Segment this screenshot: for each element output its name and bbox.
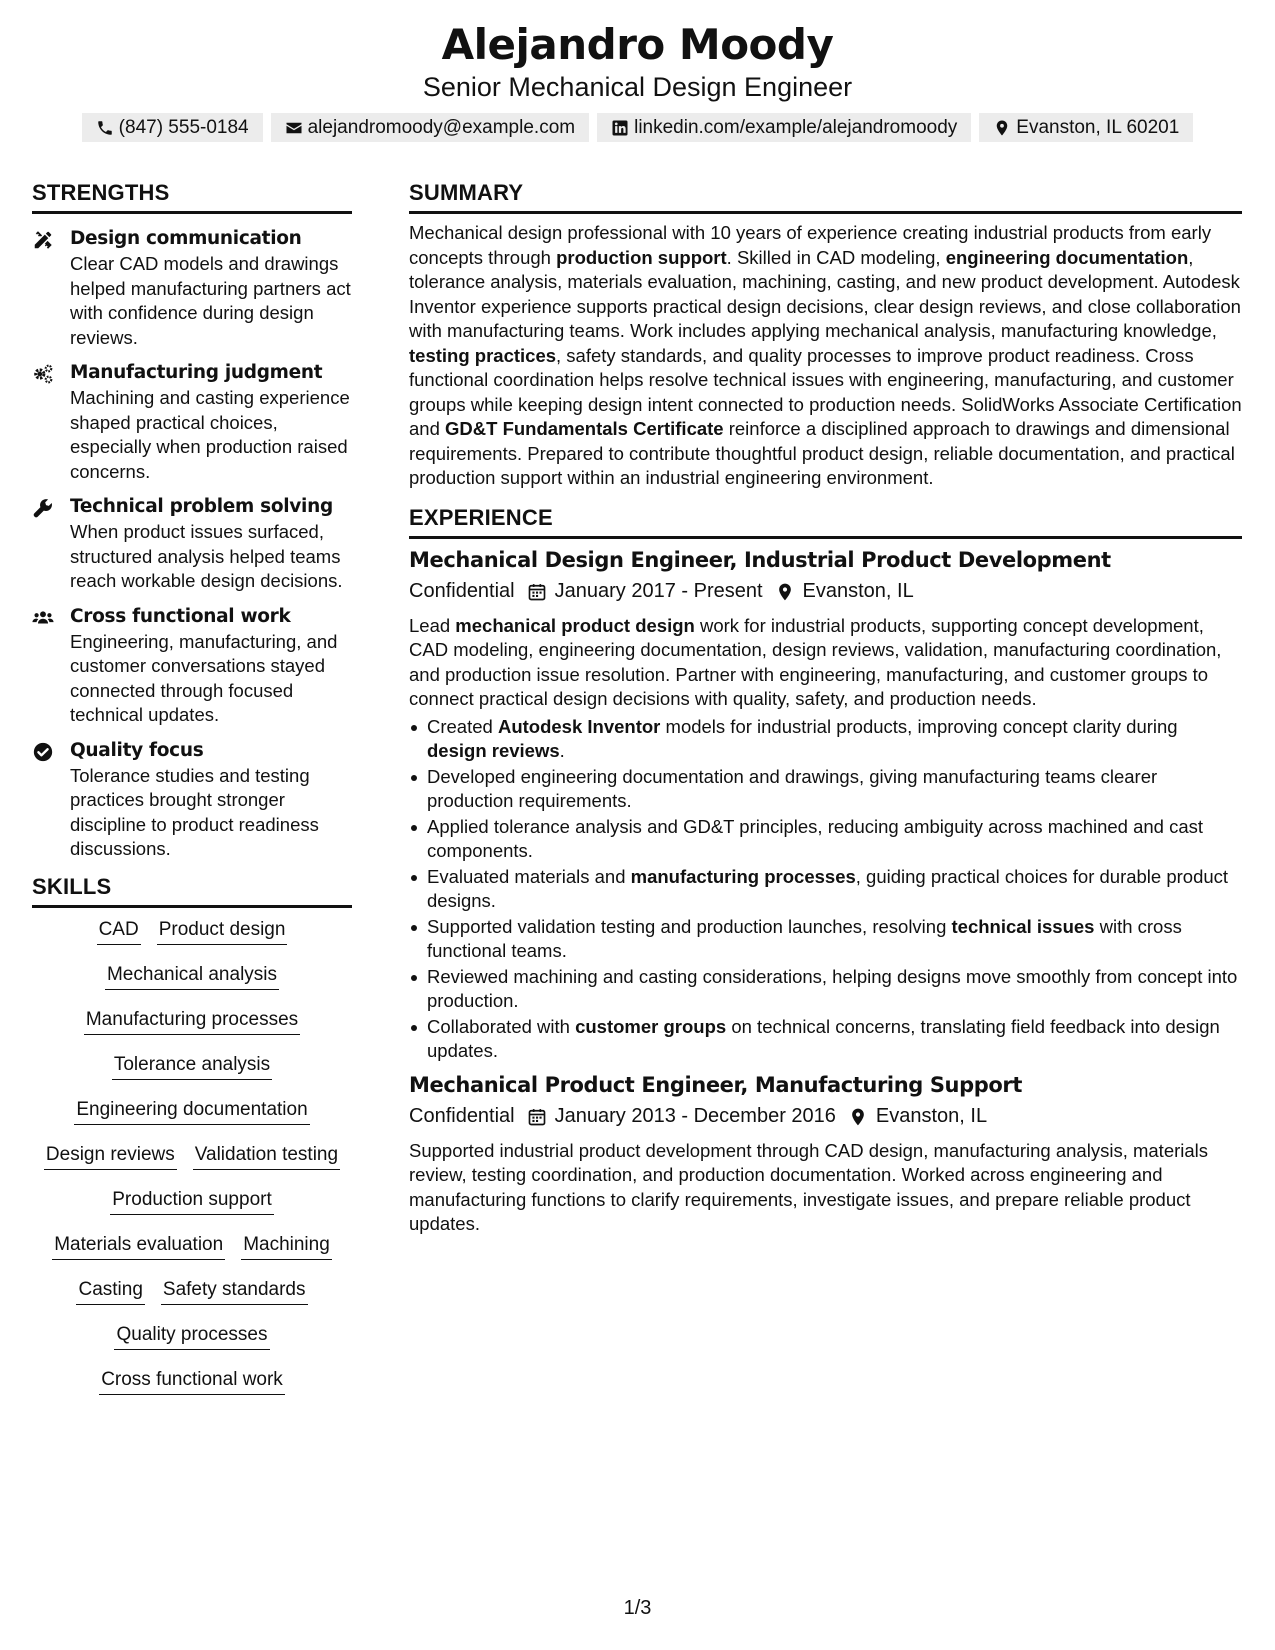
experience-section — [409, 505, 1242, 1237]
contact-bar — [0, 113, 1275, 142]
right-column — [409, 180, 1242, 1237]
skill-tag: Quality processes — [114, 1324, 269, 1350]
text-run: with cross functional teams. — [427, 915, 1182, 961]
text-run: Collaborated with — [427, 1015, 576, 1037]
bold-phrase: testing practices — [409, 344, 557, 366]
strength-desc: Engineering, manufacturing, and customer conversations stayed connected through focused technical updates. — [70, 630, 338, 725]
strength-desc: Machining and casting experience shaped practical choices, especially when production raised concerns. — [70, 387, 350, 482]
summary-heading: SUMMARY — [409, 180, 1242, 214]
bold-phrase: production support — [556, 246, 727, 268]
skill-tag: Machining — [241, 1234, 332, 1260]
job-bullet — [409, 765, 1242, 814]
text-run: Developed engineering documentation and drawings, giving manufacturing teams clearer production requirements. — [427, 765, 1158, 811]
gears-icon — [32, 363, 54, 385]
strength-item — [32, 738, 352, 862]
job-location: Evanston, IL — [802, 580, 914, 602]
map-pin-icon — [993, 119, 1011, 137]
skills-list — [32, 908, 352, 1403]
skill-tag: Safety standards — [161, 1279, 308, 1305]
job-company: Confidential — [409, 580, 515, 602]
linkedin-icon — [611, 119, 629, 137]
strength-desc: Tolerance studies and testing practices brought stronger discipline to product readiness discussions. — [70, 764, 319, 859]
contact-email-text: alejandromoody@example.com — [307, 116, 576, 138]
contact-linkedin[interactable] — [597, 113, 971, 142]
job-bullet — [409, 1015, 1242, 1064]
skill-row — [32, 1223, 352, 1268]
text-run: work for industrial products, supporting concept development, CAD modeling, engineering documentation, design reviews, validation, manufacturing coordination, and production issue resolution. Partner with engineering, manufacturing, and customer groups to connect practical design decisions with quality, safety, and production needs. — [409, 614, 1222, 709]
bold-phrase: mechanical product design — [455, 614, 695, 636]
text-run: models for industrial products, improving concept clarity during — [660, 715, 1178, 737]
job-location: Evanston, IL — [875, 1105, 988, 1127]
job-company: Confidential — [409, 1105, 515, 1127]
wrench-icon — [32, 497, 54, 519]
text-run: Applied tolerance analysis and GD&T principles, reducing ambiguity across machined and cast components. — [427, 815, 1204, 861]
page-number: 1/3 — [623, 1597, 652, 1619]
skills-heading: SKILLS — [32, 874, 352, 908]
strength-item — [32, 604, 352, 728]
bold-phrase: manufacturing processes — [630, 865, 856, 887]
skill-row — [32, 1358, 352, 1403]
strength-item — [32, 494, 352, 594]
skill-row — [32, 998, 352, 1043]
skill-tag: Casting — [76, 1279, 144, 1305]
bold-phrase: GD&T Fundamentals Certificate — [445, 418, 724, 439]
strength-desc: Clear CAD models and drawings helped manufacturing partners act with confidence during design reviews. — [70, 253, 351, 348]
summary-text — [409, 221, 1242, 491]
skill-tag: Manufacturing processes — [84, 1009, 300, 1035]
job-bullet — [409, 715, 1242, 764]
bold-phrase: technical issues — [951, 915, 1095, 937]
map-pin-icon — [848, 1107, 868, 1127]
strength-item — [32, 226, 352, 350]
calendar-icon — [527, 1107, 547, 1127]
experience-heading: EXPERIENCE — [409, 505, 1242, 539]
strength-name: Quality focus — [70, 739, 204, 761]
candidate-title: Senior Mechanical Design Engineer — [422, 72, 853, 102]
contact-phone — [82, 113, 263, 142]
skill-tag: Cross functional work — [99, 1369, 285, 1395]
job-meta — [409, 1102, 1242, 1132]
calendar-icon — [527, 582, 547, 602]
skill-tag: Design reviews — [44, 1144, 177, 1170]
bold-phrase: customer groups — [575, 1015, 727, 1037]
strengths-list — [32, 226, 352, 862]
skills-section — [32, 874, 352, 1403]
map-pin-icon — [775, 582, 795, 602]
bold-phrase: design reviews — [427, 740, 560, 761]
text-run: , tolerance analysis, materials evaluation, machining, casting, and new product development. Autodesk Inventor experience supports practical design decisions, clear design reviews, and close collaboration with manufacturing teams. Work includes applying mechanical analysis, manufacturing knowledge, — [409, 246, 1241, 341]
text-run: Lead — [409, 614, 456, 636]
skill-tag: Product design — [157, 919, 288, 945]
candidate-name: Alejandro Moody — [441, 20, 834, 69]
job-dates: January 2017 - Present — [554, 580, 763, 602]
text-run: . Skilled in CAD modeling, — [726, 246, 946, 268]
skill-tag: Validation testing — [193, 1144, 340, 1170]
skill-row — [32, 1088, 352, 1133]
text-run: Evaluated materials and — [427, 865, 631, 887]
skill-row — [32, 1313, 352, 1358]
text-run: . — [559, 740, 565, 761]
job-bullet — [409, 865, 1242, 914]
strength-name: Design communication — [70, 228, 302, 249]
text-run: reinforce a disciplined approach to drawings and dimensional requirements. Prepared to contribute thoughtful product design, reliable documentation, and practical production support within an industrial engineering environment. — [409, 418, 1235, 488]
skill-row — [32, 908, 352, 953]
job-bullets — [409, 715, 1242, 1064]
skill-row — [32, 1043, 352, 1088]
job-title: Mechanical Design Engineer, Industrial Product Development — [409, 547, 1111, 572]
pencil-ruler-icon — [32, 229, 54, 251]
job-description — [409, 614, 1242, 712]
job-bullet — [409, 815, 1242, 864]
skill-row — [32, 1268, 352, 1313]
text-run: Supported validation testing and production launches, resolving — [427, 915, 952, 937]
text-run: Mechanical design professional with 10 years of experience creating industrial products from early concepts through — [409, 222, 1212, 268]
strength-desc: When product issues surfaced, structured analysis helped teams reach workable design decisions. — [70, 521, 343, 591]
job-meta — [409, 577, 1242, 607]
bold-phrase: engineering documentation — [945, 246, 1189, 268]
left-column — [32, 180, 352, 1403]
text-run: , guiding practical choices for durable product designs. — [427, 865, 1229, 911]
job-dates: January 2013 - December 2016 — [554, 1105, 836, 1127]
skill-tag: Production support — [110, 1189, 274, 1215]
skill-tag: Engineering documentation — [74, 1099, 309, 1125]
bold-phrase: Autodesk Inventor — [497, 715, 661, 737]
strength-item — [32, 360, 352, 484]
envelope-icon — [285, 119, 303, 137]
phone-icon — [96, 119, 114, 137]
skill-row — [32, 953, 352, 998]
contact-linkedin-text: linkedin.com/example/alejandromoody — [634, 116, 958, 138]
skill-row — [32, 1178, 352, 1223]
check-circle-icon — [32, 741, 54, 763]
text-run: Supported industrial product development through CAD design, manufacturing analysis, materials review, testing coordination, and production documentation. Worked across engineering and manufacturing functions to clarify requirements, investigate issues, and prepare reliable product updates. — [409, 1139, 1209, 1234]
job-bullet — [409, 915, 1242, 964]
strength-name: Cross functional work — [70, 605, 291, 627]
text-run: on technical concerns, translating field feedback into design updates. — [427, 1015, 1220, 1061]
skill-row — [32, 1133, 352, 1178]
strength-name: Technical problem solving — [70, 496, 333, 517]
contact-email[interactable] — [271, 113, 589, 142]
strengths-heading: STRENGTHS — [32, 180, 352, 214]
job-entry — [409, 548, 1242, 1064]
text-run: Created — [427, 715, 498, 737]
contact-location — [979, 113, 1193, 142]
contact-phone-text: (847) 555-0184 — [118, 116, 249, 138]
text-run: , safety standards, and quality processes to improve product readiness. Cross functional coordination helps resolve technical issues with engineering, manufacturing, and customer groups while keeping design intent connected to production needs. SolidWorks Associate Certification and — [409, 344, 1242, 439]
skill-tag: Tolerance analysis — [112, 1054, 272, 1080]
job-description — [409, 1139, 1242, 1237]
text-run: Reviewed machining and casting considerations, helping designs move smoothly from concept into production. — [427, 965, 1238, 1011]
skill-tag: Materials evaluation — [52, 1234, 225, 1260]
users-icon — [32, 607, 54, 629]
contact-location-text: Evanston, IL 60201 — [1016, 116, 1180, 138]
strength-name: Manufacturing judgment — [70, 362, 323, 383]
job-title: Mechanical Product Engineer, Manufacturing Support — [409, 1072, 1022, 1097]
skill-tag: CAD — [97, 919, 141, 945]
job-bullet — [409, 965, 1242, 1014]
skill-tag: Mechanical analysis — [105, 964, 279, 990]
job-entry — [409, 1073, 1242, 1237]
